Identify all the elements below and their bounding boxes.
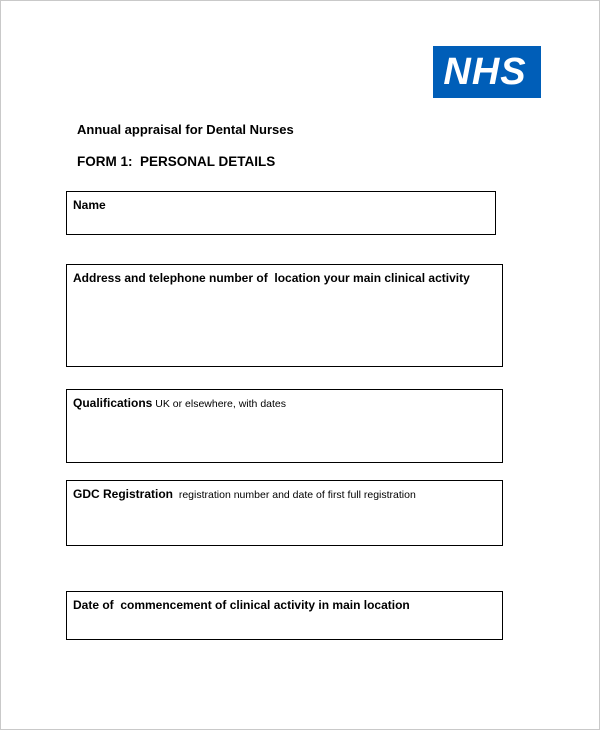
gdc-registration-field-label: GDC Registration xyxy=(73,487,174,501)
qualifications-field-label: Qualifications xyxy=(73,396,153,410)
qualifications-field-hint: UK or elsewhere, with dates xyxy=(152,398,287,410)
address-field-box[interactable] xyxy=(66,264,503,367)
address-field-label: Address and telephone number of location your main clinical activity xyxy=(73,271,470,285)
commencement-date-field-label: Date of commencement of clinical activity in main location xyxy=(73,598,410,612)
name-field-label: Name xyxy=(73,198,106,212)
commencement-date-field-box[interactable] xyxy=(66,591,503,640)
nhs-logo-text: NHS xyxy=(443,51,527,93)
document-title: Annual appraisal for Dental Nurses xyxy=(77,122,294,137)
qualifications-field-box[interactable] xyxy=(66,389,503,463)
form-section-title: FORM 1: PERSONAL DETAILS xyxy=(77,154,276,169)
gdc-registration-field-box[interactable] xyxy=(66,480,503,546)
name-field-box[interactable] xyxy=(66,191,496,235)
nhs-logo xyxy=(433,46,541,98)
gdc-registration-field-hint: registration number and date of first full registration xyxy=(173,489,416,501)
